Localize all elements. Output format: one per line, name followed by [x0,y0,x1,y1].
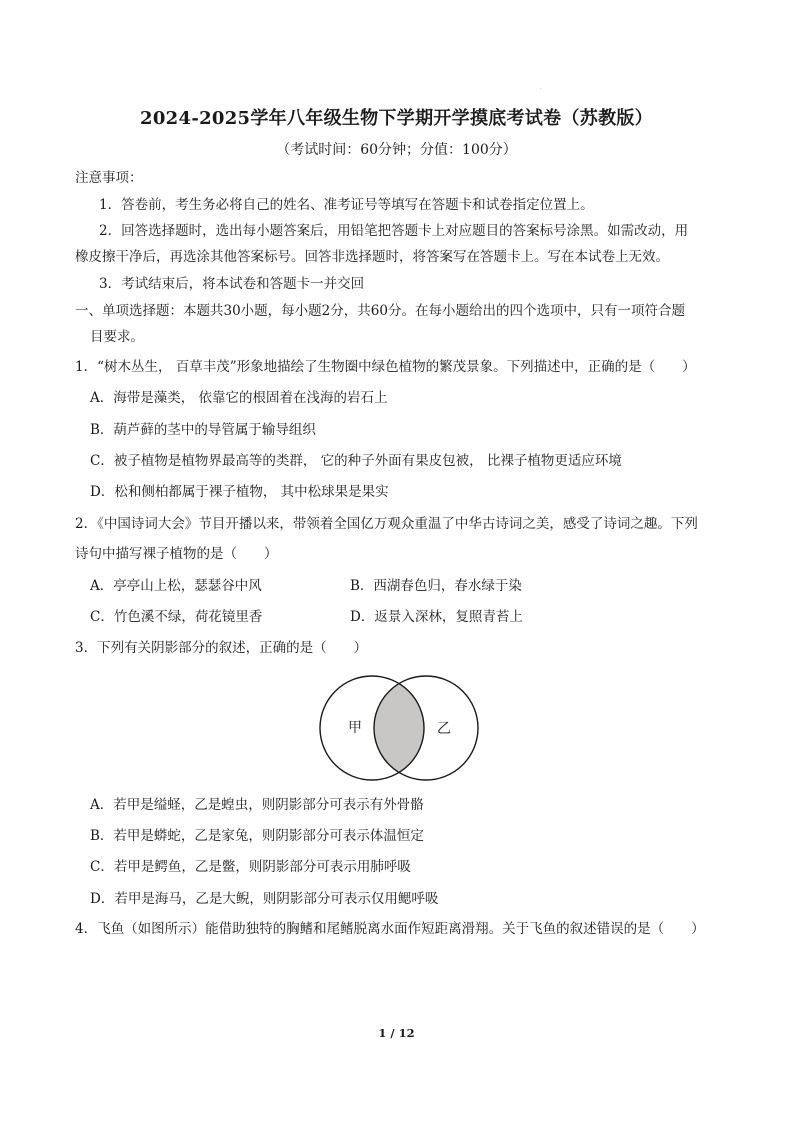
question-1-option-c: C．被子植物是植物界最高等的类群， 它的种子外面有果皮包被， 比裸子植物更适应环境 [90,453,622,469]
question-2-stem: 2．《中国诗词大会》节目开播以来，带领着全国亿万观众重温了中华古诗词之美，感受了诗词之趣。下列 [75,516,698,532]
question-1-option-d: D．松和侧柏都属于裸子植物， 其中松球果是果实 [90,484,389,500]
question-2-option-b: B．西湖春色归，春水绿于染 [350,578,522,594]
section-heading-cont: 目要求。 [90,329,144,345]
question-2-option-c: C．竹色溪不绿，荷花镜里香 [90,609,263,625]
venn-diagram [310,672,492,784]
question-1-stem: 1．“树木丛生， 百草丰茂”形象地描绘了生物圈中绿色植物的繁茂景象。下列描述中，正确的是（ ） [75,359,696,375]
question-3-option-d: D．若甲是海马，乙是大鲵，则阴影部分可表示仅用鳃呼吸 [90,891,439,907]
notice-item-3: 3．考试结束后，将本试卷和答题卡一并交回 [99,276,365,292]
question-2-stem-cont: 诗句中描写裸子植物的是（ ） [75,546,278,562]
notice-item-2: 2．回答选择题时，选出每小题答案后，用铅笔把答题卡上对应题目的答案标号涂黑。如需改动，用 [99,223,689,239]
section-heading: 一、单项选择题：本题共30小题，每小题2分，共60分。在每小题给出的四个选项中，只有一项符合题 [75,303,685,319]
question-2-option-d: D．返景入深林，复照青苔上 [350,609,523,625]
question-2-option-a: A．亭亭山上松，瑟瑟谷中风 [90,578,262,594]
question-3-option-c: C．若甲是鳄鱼，乙是鳖，则阴影部分可表示用肺呼吸 [90,859,411,875]
question-3-option-a: A．若甲是缢蛏，乙是蝗虫，则阴影部分可表示有外骨骼 [90,797,424,813]
page-number: 1 / 12 [378,1026,415,1040]
notice-item-1: 1．答卷前，考生务必将自己的姓名、准考证号等填写在答题卡和试卷指定位置上。 [99,197,594,213]
question-3-option-b: B．若甲是蟒蛇，乙是家兔，则阴影部分可表示体温恒定 [90,828,424,844]
question-3-stem: 3．下列有关阴影部分的叙述，正确的是（ ） [75,640,368,656]
venn-label-right: 乙 [437,721,451,737]
question-1-option-a: A．海带是藻类， 依靠它的根固着在浅海的岩石上 [90,390,388,406]
question-1-option-b: B．葫芦藓的茎中的导管属于输导组织 [90,422,316,438]
venn-label-left: 甲 [348,720,362,736]
exam-subtitle: （考试时间：60分钟；分值：100分） [276,142,517,158]
question-4-stem: 4．飞鱼（如图所示）能借助独特的胸鳍和尾鳍脱离水面作短距离滑翔。关于飞鱼的叙述错误的是（ ） [75,921,705,937]
notice-heading: 注意事项： [75,170,143,186]
scan-speck [540,88,541,89]
exam-title: 2024-2025学年八年级生物下学期开学摸底考试卷（苏教版） [140,108,653,129]
notice-item-2-cont: 橡皮擦干净后，再选涂其他答案标号。回答非选择题时，将答案写在答题卡上。写在本试卷上无效。 [75,249,669,265]
